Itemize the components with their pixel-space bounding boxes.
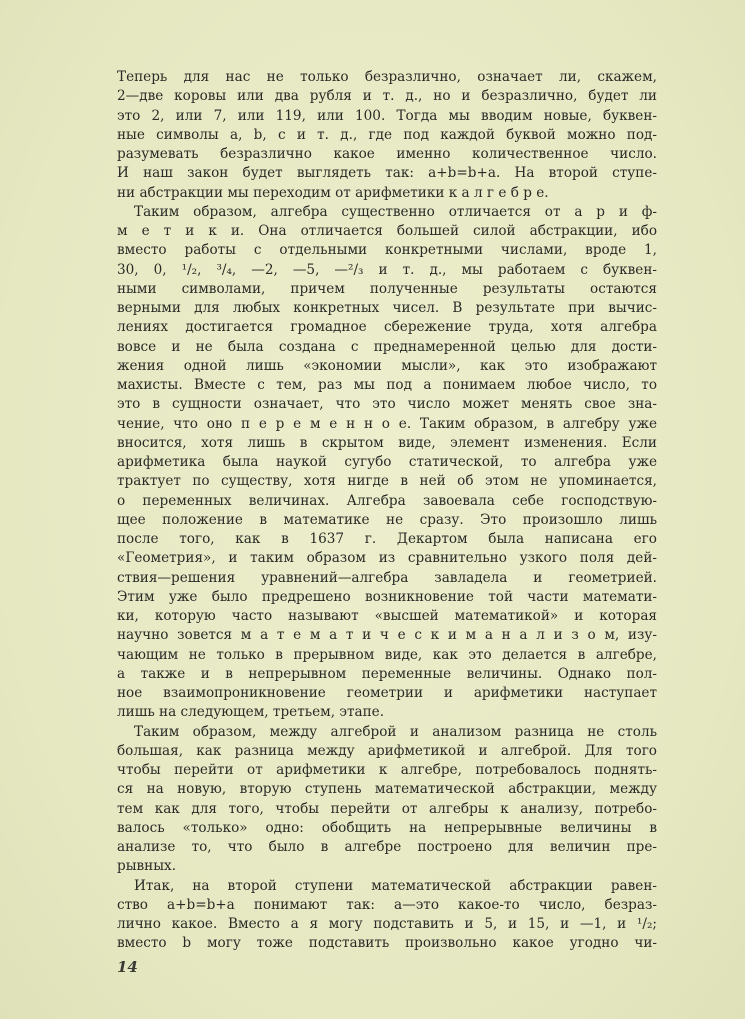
text-line: махисты. Вместе с тем, раз мы под a понимаем любое число, то: [117, 377, 657, 393]
text-line: щее положение в математике не сразу. Это произошло лишь: [117, 511, 657, 528]
text-line: после того, как в 1637 г. Декартом была написана его: [117, 531, 657, 547]
text-line: И наш закон будет выглядеть так: a+b=b+a. На второй ступе-: [117, 165, 657, 182]
text-line: ни абстракции мы переходим от арифметики к а л г е б р е.: [117, 184, 549, 201]
text-line: а также и в непрерывном переменные величины. Однако пол-: [117, 665, 657, 682]
text-line: «Геометрия», и таким образом из сравнительно узкого поля дей-: [117, 550, 657, 567]
text-line: верными для любых конкретных чисел. В результате при вычис-: [117, 300, 657, 316]
text-line: жения одной лишь «экономии мысли», как это изображают: [117, 357, 657, 374]
text-line: м е т и к и. Она отличается большей силой абстракции, ибо: [117, 223, 657, 239]
body-text: [117, 68, 657, 954]
text-line: трактует по существу, хотя нигде в ней об этом не упоминается,: [117, 473, 657, 490]
text-line: арифметика была наукой сугубо статической, то алгебра уже: [117, 454, 657, 470]
text-line: большая, как разница между арифметикой и алгеброй. Для того: [117, 742, 657, 759]
text-line: Этим уже было предрешено возникновение той части математи-: [117, 588, 657, 605]
text-line: валось «только» одно: обобщить на непрерывные величины в: [117, 819, 657, 836]
text-line: лениях достигается громадное сбережение труда, хотя алгебра: [117, 319, 657, 336]
text-line: чтобы перейти от арифметики к алгебре, потребовалось поднять-: [117, 762, 657, 778]
text-line: Итак, на второй ступени математической абстракции равен-: [134, 877, 657, 894]
paragraph: [117, 203, 657, 723]
text-line: Таким образом, между алгеброй и анализом разница не столь: [134, 723, 657, 740]
text-line: 30, 0, ¹/₂, ³/₄, —2, —5, —²/₃ и т. д., мы работаем с буквен-: [117, 261, 657, 278]
text-line: ствия—решения уравнений—алгебра завладела и геометрией.: [117, 569, 657, 586]
paragraph: [117, 723, 657, 877]
paragraph: [117, 877, 657, 954]
text-line: ными символами, причем полученные результаты остаются: [117, 280, 657, 297]
text-line: рывных.: [117, 858, 177, 875]
text-line: 2—две коровы или два рубля и т. д., но и безразлично, будет ли: [117, 88, 657, 105]
text-line: вовсе и не была создана с преднамеренной целью для дости-: [117, 338, 657, 355]
text-line: Теперь для нас не только безразлично, означает ли, скажем,: [117, 69, 657, 85]
text-line: тем как для того, чтобы перейти от алгебры к анализу, потребо-: [117, 800, 657, 817]
text-line: научно зовется м а т е м а т и ч е с к и м а н а л и з о м, изу-: [117, 627, 657, 644]
text-line: вносится, хотя лишь в скрытом виде, элемент изменения. Если: [117, 434, 657, 451]
text-line: анализе то, что было в алгебре построено для величин пре-: [117, 839, 657, 855]
text-line: лично какое. Вместо a я могу подставить и 5, и 15, и —1, и ¹/₂;: [117, 916, 657, 932]
text-line: вместо работы с отдельными конкретными числами, вроде 1,: [117, 242, 657, 259]
text-line: это в сущности означает, что это число может менять свое зна-: [117, 396, 657, 413]
text-line: ные символы a, b, c и т. д., где под каждой буквой можно под-: [117, 126, 657, 143]
text-line: это 2, или 7, или 119, или 100. Тогда мы вводим новые, буквен-: [117, 107, 657, 124]
text-line: Таким образом, алгебра существенно отличается от а р и ф-: [134, 203, 657, 220]
text-line: ся на новую, вторую ступень математической абстракции, между: [117, 781, 657, 798]
text-line: лишь на следующем, третьем, этапе.: [117, 704, 385, 721]
page-number: 14: [117, 958, 138, 976]
text-line: разумевать безразлично какое именно количественное число.: [117, 146, 657, 162]
text-line: чение, что оно п е р е м е н н о е. Таким образом, в алгебру уже: [117, 415, 657, 432]
text-line: ное взаимопроникновение геометрии и арифметики наступает: [117, 685, 657, 701]
text-line: о переменных величинах. Алгебра завоевала себе господствую-: [117, 492, 657, 509]
text-line: ство a+b=b+a понимают так: a—это какое-то число, безраз-: [117, 896, 657, 913]
text-line: ки, которую часто называют «высшей математикой» и которая: [117, 608, 657, 624]
text-line: чающим не только в прерывном виде, как это делается в алгебре,: [117, 646, 657, 663]
paragraph: [117, 68, 657, 203]
text-line: вместо b могу тоже подставить произвольно какое угодно чи-: [117, 935, 657, 952]
